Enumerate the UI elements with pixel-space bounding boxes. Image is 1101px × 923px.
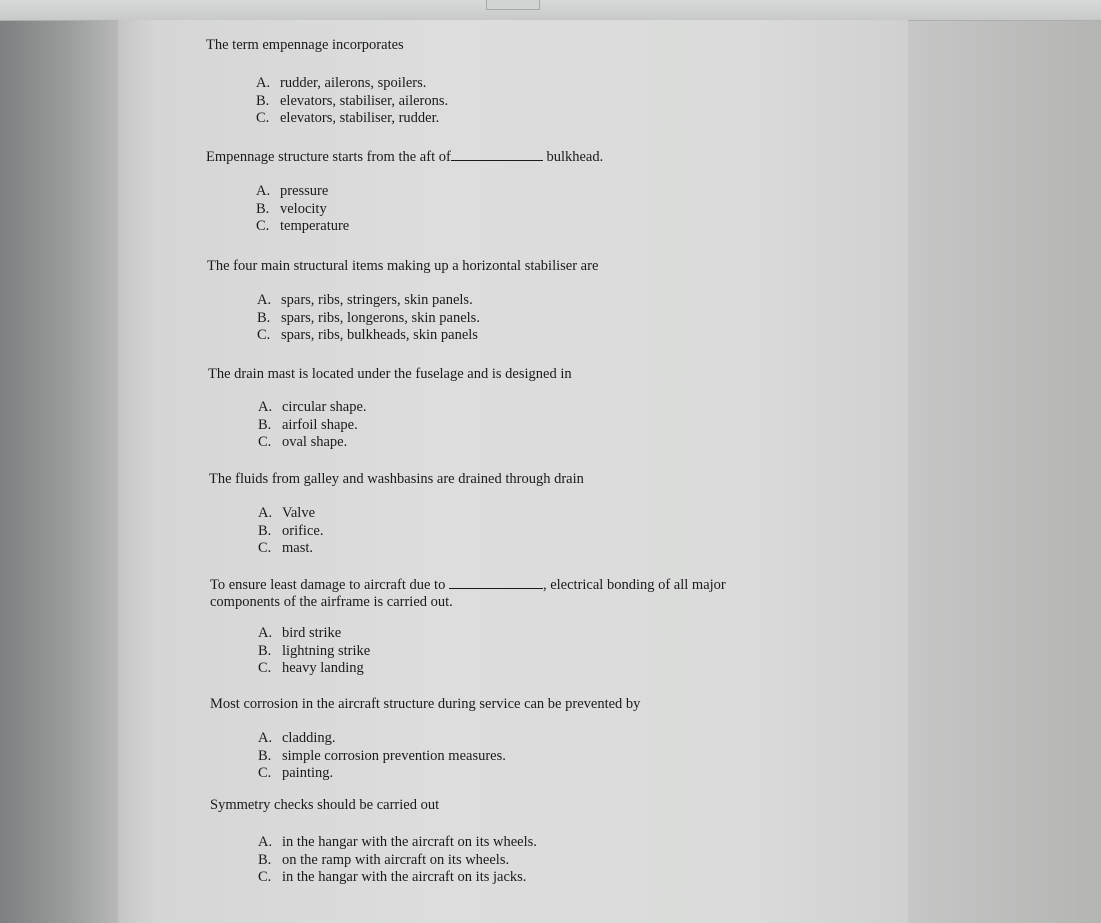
question-5-options: [258, 505, 323, 558]
question-8-options: [258, 834, 537, 887]
question-3-option-a[interactable]: A. spars, ribs, stringers, skin panels.: [257, 292, 473, 308]
question-2-option-b[interactable]: B. velocity: [256, 200, 327, 217]
question-3-text: The four main structural items making up a horizontal stabiliser are: [207, 258, 599, 274]
question-7-text: Most corrosion in the aircraft structure during service can be prevented by: [210, 696, 641, 712]
question-8-text: Symmetry checks should be carried out: [210, 797, 440, 813]
question-1-text: The term empennage incorporates: [206, 37, 404, 53]
question-6-options: [258, 625, 370, 678]
question-4-options: [258, 399, 367, 452]
question-6-option-b[interactable]: B. lightning strike: [258, 642, 371, 659]
question-6-line-1: To ensure least damage to aircraft due to , electrical bonding of all major: [210, 577, 726, 593]
answer-blank: [449, 576, 543, 589]
question-4-text: The drain mast is located under the fuselage and is designed in: [208, 366, 572, 382]
question-3-options: [257, 292, 480, 345]
screen-top-edge: [0, 0, 1101, 21]
question-5-option-c[interactable]: C. mast.: [258, 540, 314, 556]
question-5-text: The fluids from galley and washbasins are drained through drain: [209, 471, 584, 487]
question-2-text: Empennage structure starts from the aft of bulkhead.: [206, 149, 604, 165]
question-6-text: [210, 576, 726, 611]
question-5-option-a[interactable]: A. Valve: [258, 505, 316, 521]
question-1-option-b[interactable]: B. elevators, stabiliser, ailerons.: [256, 92, 449, 109]
question-7-option-a[interactable]: A. cladding.: [258, 730, 336, 746]
question-8-option-b[interactable]: B. on the ramp with aircraft on its wheels.: [258, 851, 510, 868]
question-6-option-a[interactable]: A. bird strike: [258, 625, 342, 641]
question-7-options: [258, 730, 506, 783]
question-2-option-c[interactable]: C. temperature: [256, 218, 350, 234]
question-8-option-a[interactable]: A. in the hangar with the aircraft on its wheels.: [258, 834, 537, 850]
question-1-option-c[interactable]: C. elevators, stabiliser, rudder.: [256, 110, 440, 126]
question-7-option-c[interactable]: C. painting.: [258, 765, 334, 781]
question-4-option-c[interactable]: C. oval shape.: [258, 434, 348, 450]
question-1-option-a[interactable]: A. rudder, ailerons, spoilers.: [256, 75, 427, 91]
question-6-line-2: components of the airframe is carried out.: [210, 594, 453, 610]
answer-blank: [451, 148, 543, 161]
question-4-option-b[interactable]: B. airfoil shape.: [258, 416, 358, 433]
question-7-option-b[interactable]: B. simple corrosion prevention measures.: [258, 747, 506, 764]
question-3-option-b[interactable]: B. spars, ribs, longerons, skin panels.: [257, 309, 480, 326]
question-1-options: [256, 75, 448, 128]
top-tab-outline: [486, 0, 540, 10]
question-6-option-c[interactable]: C. heavy landing: [258, 660, 364, 676]
question-3-option-c[interactable]: C. spars, ribs, bulkheads, skin panels: [257, 327, 478, 343]
question-2-option-a[interactable]: A. pressure: [256, 183, 329, 199]
question-8-option-c[interactable]: C. in the hangar with the aircraft on its jacks.: [258, 869, 527, 885]
question-5-option-b[interactable]: B. orifice.: [258, 522, 324, 539]
question-4-option-a[interactable]: A. circular shape.: [258, 399, 367, 415]
question-2-options: [256, 183, 349, 236]
